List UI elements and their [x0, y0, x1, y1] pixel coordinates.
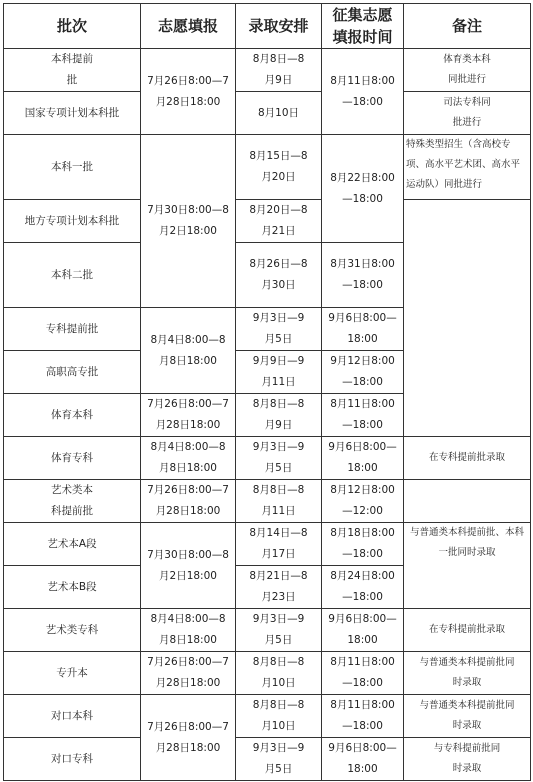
table-row	[4, 738, 531, 781]
admit-time: 8月14日—8月17日	[249, 527, 308, 560]
fill-time: 8月4日8:00—8月8日18:00	[150, 441, 226, 474]
note-cell	[404, 92, 531, 135]
fill-time: 7月30日8:00—8月2日18:00	[147, 548, 229, 582]
note-cell	[404, 695, 531, 738]
admit-cell	[236, 200, 322, 243]
admit-cell	[236, 652, 322, 695]
fill-time: 7月26日8:00—7月28日18:00	[147, 656, 229, 689]
header-solicitation-text: 征集志愿填报时间	[332, 6, 393, 46]
solicit-time: 9月12日8:00—18:00	[330, 355, 395, 388]
fill-time: 7月30日8:00—8月2日18:00	[147, 204, 229, 237]
admit-cell	[236, 738, 322, 781]
fill-cell	[141, 652, 236, 695]
batch-name: 艺术本B段	[47, 580, 97, 593]
table-row	[4, 49, 531, 92]
fill-time: 8月4日8:00—8月8日18:00	[150, 333, 226, 367]
batch-cell	[4, 480, 141, 523]
fill-time: 8月4日8:00—8月8日18:00	[150, 613, 226, 646]
batch-name: 本科提前批	[51, 53, 93, 86]
solicit-time: 8月11日8:00—18:00	[330, 398, 395, 431]
solicit-cell	[322, 394, 404, 437]
batch-name: 艺术类本科提前批	[51, 484, 93, 517]
batch-cell	[4, 200, 141, 243]
admit-time: 8月8日—8月9日	[252, 53, 305, 86]
note-text: 特殊类型招生（含高校专项、高水平艺术团、高水平运动队）同批进行	[406, 139, 521, 190]
batch-name: 本科二批	[51, 268, 93, 281]
solicit-time: 9月6日8:00—18:00	[328, 613, 397, 646]
solicit-cell	[322, 135, 404, 243]
fill-cell	[141, 695, 236, 781]
batch-cell	[4, 738, 141, 781]
admit-time: 8月8日—8月9日	[252, 398, 305, 431]
admit-cell	[236, 437, 322, 480]
fill-cell	[141, 437, 236, 480]
batch-name: 艺术本A段	[47, 537, 97, 550]
admit-time: 8月20日—8月21日	[249, 204, 308, 237]
batch-name: 国家专项计划本科批	[24, 106, 120, 119]
batch-cell	[4, 351, 141, 394]
note-text: 在专科提前批录取	[428, 452, 505, 463]
batch-name: 专科提前批	[45, 322, 99, 335]
note-text: 司法专科同批进行	[443, 97, 491, 128]
admit-time: 8月8日—8月10日	[252, 656, 305, 689]
solicit-time: 8月31日8:00—18:00	[330, 258, 395, 291]
note-text: 与普通类本科提前批同时录取	[419, 657, 515, 688]
header-row	[4, 4, 531, 49]
note-text: 与普通类本科提前批、本科一批同时录取	[409, 527, 524, 558]
header-notes: 备注	[404, 4, 531, 49]
admit-cell	[236, 243, 322, 308]
fill-time: 7月26日8:00—7月28日18:00	[147, 720, 229, 754]
fill-cell	[141, 49, 236, 135]
admit-time: 9月3日—9月5日	[252, 441, 305, 474]
batch-cell	[4, 609, 141, 652]
note-cell	[404, 609, 531, 652]
solicit-cell	[322, 652, 404, 695]
fill-cell	[141, 394, 236, 437]
note-cell	[404, 49, 531, 92]
table-row	[4, 135, 531, 200]
batch-name: 体育本科	[51, 408, 93, 421]
note-cell	[404, 652, 531, 695]
batch-name: 对口专科	[51, 752, 93, 765]
note-text: 与普通类本科提前批同时录取	[419, 700, 515, 731]
solicit-cell	[322, 243, 404, 308]
admit-time: 8月15日—8月20日	[249, 150, 308, 183]
admit-time: 8月10日	[257, 106, 300, 119]
table-row	[4, 480, 531, 523]
table-row	[4, 695, 531, 738]
admit-time: 9月3日—9月5日	[252, 742, 305, 775]
admit-time: 9月3日—9月5日	[252, 312, 305, 345]
admit-time: 9月9日—9月11日	[252, 355, 305, 388]
batch-name: 高职高专批	[45, 365, 99, 378]
solicit-cell	[322, 308, 404, 351]
admit-cell	[236, 609, 322, 652]
admit-cell	[236, 351, 322, 394]
solicit-time: 8月24日8:00—18:00	[330, 570, 395, 603]
note-cell	[404, 135, 531, 200]
batch-cell	[4, 437, 141, 480]
admit-time: 9月3日—9月5日	[252, 613, 305, 646]
batch-name: 地方专项计划本科批	[24, 214, 120, 227]
admit-cell	[236, 523, 322, 566]
admission-schedule-table	[3, 3, 531, 781]
batch-name: 艺术类专科	[45, 623, 99, 636]
batch-name: 本科一批	[51, 160, 93, 173]
fill-time: 7月26日8:00—7月28日18:00	[147, 484, 229, 517]
solicit-time: 8月11日8:00—18:00	[330, 699, 395, 732]
solicit-time: 8月22日8:00—18:00	[330, 171, 395, 205]
admission-schedule-page	[3, 3, 530, 779]
solicit-cell	[322, 351, 404, 394]
table-row	[4, 609, 531, 652]
note-cell-empty	[404, 200, 531, 437]
note-cell	[404, 738, 531, 781]
solicit-cell	[322, 523, 404, 566]
batch-cell	[4, 695, 141, 738]
admit-time: 8月8日—8月11日	[252, 484, 305, 517]
table-row	[4, 652, 531, 695]
admit-cell	[236, 695, 322, 738]
table-row	[4, 437, 531, 480]
solicit-time: 9月6日8:00—18:00	[328, 441, 397, 474]
fill-cell	[141, 308, 236, 394]
solicit-time: 8月18日8:00—18:00	[330, 527, 395, 560]
solicit-cell	[322, 480, 404, 523]
batch-name: 体育专科	[51, 451, 93, 464]
solicit-cell	[322, 695, 404, 738]
fill-cell	[141, 523, 236, 609]
solicit-time: 8月11日8:00—18:00	[330, 74, 395, 108]
batch-cell	[4, 566, 141, 609]
header-application: 志愿填报	[141, 4, 236, 49]
header-admission: 录取安排	[236, 4, 322, 49]
solicit-time: 9月6日8:00—18:00	[328, 742, 397, 775]
note-cell	[404, 437, 531, 480]
fill-cell	[141, 135, 236, 308]
table-row	[4, 200, 531, 243]
fill-cell	[141, 609, 236, 652]
note-text: 与专科提前批同时录取	[433, 743, 501, 774]
batch-cell	[4, 49, 141, 92]
solicit-time: 9月6日8:00—18:00	[328, 312, 397, 345]
batch-cell	[4, 243, 141, 308]
batch-cell	[4, 308, 141, 351]
fill-cell	[141, 480, 236, 523]
admit-cell	[236, 92, 322, 135]
note-cell	[404, 523, 531, 609]
batch-name: 专升本	[56, 666, 88, 679]
header-batch: 批次	[4, 4, 141, 49]
fill-time: 7月26日8:00—7月28日18:00	[147, 74, 229, 108]
admit-cell	[236, 49, 322, 92]
fill-time: 7月26日8:00—7月28日18:00	[147, 398, 229, 431]
note-text: 体育类本科同批进行	[443, 54, 491, 85]
batch-cell	[4, 652, 141, 695]
solicit-cell	[322, 566, 404, 609]
admit-cell	[236, 394, 322, 437]
table-row	[4, 92, 531, 135]
solicit-cell	[322, 609, 404, 652]
batch-cell	[4, 523, 141, 566]
batch-cell	[4, 92, 141, 135]
header-solicitation	[322, 4, 404, 49]
admit-cell	[236, 566, 322, 609]
admit-time: 8月8日—8月10日	[252, 699, 305, 732]
note-text: 在专科提前批录取	[428, 624, 505, 635]
batch-cell	[4, 135, 141, 200]
table-row	[4, 523, 531, 566]
admit-cell	[236, 480, 322, 523]
solicit-time: 8月12日8:00—12:00	[330, 484, 395, 517]
admit-time: 8月26日—8月30日	[249, 258, 308, 291]
batch-cell	[4, 394, 141, 437]
solicit-cell	[322, 738, 404, 781]
solicit-cell	[322, 49, 404, 135]
admit-cell	[236, 135, 322, 200]
admit-cell	[236, 308, 322, 351]
admit-time: 8月21日—8月23日	[249, 570, 308, 603]
batch-name: 对口本科	[51, 709, 93, 722]
solicit-cell	[322, 437, 404, 480]
solicit-time: 8月11日8:00—18:00	[330, 656, 395, 689]
note-cell-empty	[404, 480, 531, 523]
